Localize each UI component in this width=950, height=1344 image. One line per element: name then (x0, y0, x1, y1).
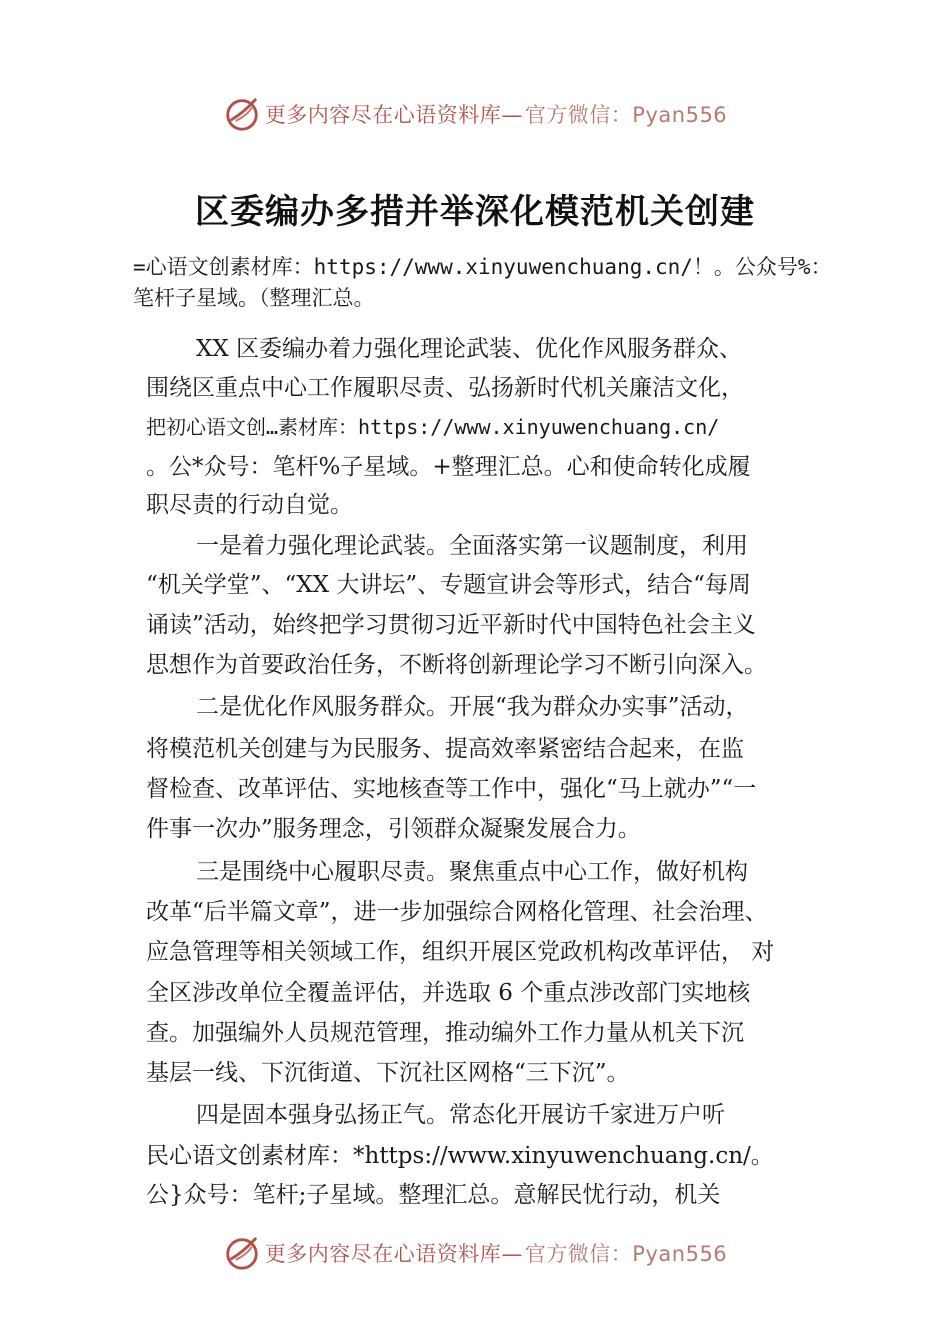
brush-logo-icon (223, 1234, 261, 1272)
document-title: 区委编办多措并举深化模范机关创建 (195, 192, 755, 232)
body-line: 件事一次办”服务理念，引领群众凝聚发展合力。 (146, 816, 641, 842)
brush-logo-icon (223, 95, 261, 133)
body-line: 。公*众号：笔杆%子星域。+整理汇总。心和使命转化成履 (146, 454, 751, 480)
body-line: 诵读”活动，始终把学习贯彻习近平新时代中国特色社会主义 (146, 612, 756, 638)
body-line: 围绕区重点中心工作履职尽责、弘扬新时代机关廉洁文化， (146, 375, 744, 401)
footer-watermark (0, 1231, 950, 1275)
body-line: 把初心语文创…素材库：https://www.xinyuwenchuang.cn/ (146, 415, 720, 439)
body-line: “机关学堂”、“XX 大讲坛”、专题宣讲会等形式，结合“每周 (146, 572, 751, 598)
body-line: 思想作为首要政治任务，不断将创新理论学习不断引向深入。 (146, 652, 767, 678)
body-line: 民心语文创素材库：*https://www.xinyuwenchuang.cn/。 (146, 1143, 774, 1169)
watermark-text: 更多内容尽在心语资料库—官方微信：Pyan556 (264, 1242, 728, 1266)
body-line: 职尽责的行动自觉。 (146, 492, 353, 518)
body-line: 全区涉改单位全覆盖评估，并选取 6 个重点涉改部门实地核 (146, 980, 751, 1006)
source-note: =心语文创素材库：https://www.xinyuwenchuang.cn/！。公众号%：笔杆子星域。（整理汇总。 (133, 255, 832, 310)
body-line: 一是着力强化理论武装。全面落实第一议题制度，利用 (196, 533, 748, 559)
body-line: XX 区委编办着力强化理论武装、优化作风服务群众、 (196, 336, 743, 362)
watermark-text: 更多内容尽在心语资料库—官方微信：Pyan556 (264, 103, 728, 127)
header-watermark (0, 92, 950, 136)
body-line: 将模范机关创建与为民服务、提高效率紧密结合起来，在监 (146, 736, 744, 762)
body-line: 三是围绕中心履职尽责。聚焦重点中心工作，做好机构 (196, 859, 748, 885)
body-line: 基层一线、下沉街道、下沉社区网格“三下沉”。 (146, 1060, 630, 1086)
body-line: 督检查、改革评估、实地核查等工作中，强化“马上就办”“一 (146, 776, 757, 802)
body-line: 查。加强编外人员规范管理，推动编外工作力量从机关下沉 (146, 1020, 744, 1046)
body-line: 改革“后半篇文章”，进一步加强综合网格化管理、社会治理、 (146, 899, 768, 925)
body-line: 四是固本强身弘扬正气。常态化开展访千家进万户听 (196, 1102, 725, 1128)
body-line: 公}众号：笔杆;子星域。整理汇总。意解民忧行动，机关 (146, 1182, 721, 1208)
body-line: 二是优化作风服务群众。开展“我为群众办实事”活动， (196, 694, 749, 720)
body-line: 应急管理等相关领域工作，组织开展区党政机构改革评估， 对 (146, 939, 775, 965)
